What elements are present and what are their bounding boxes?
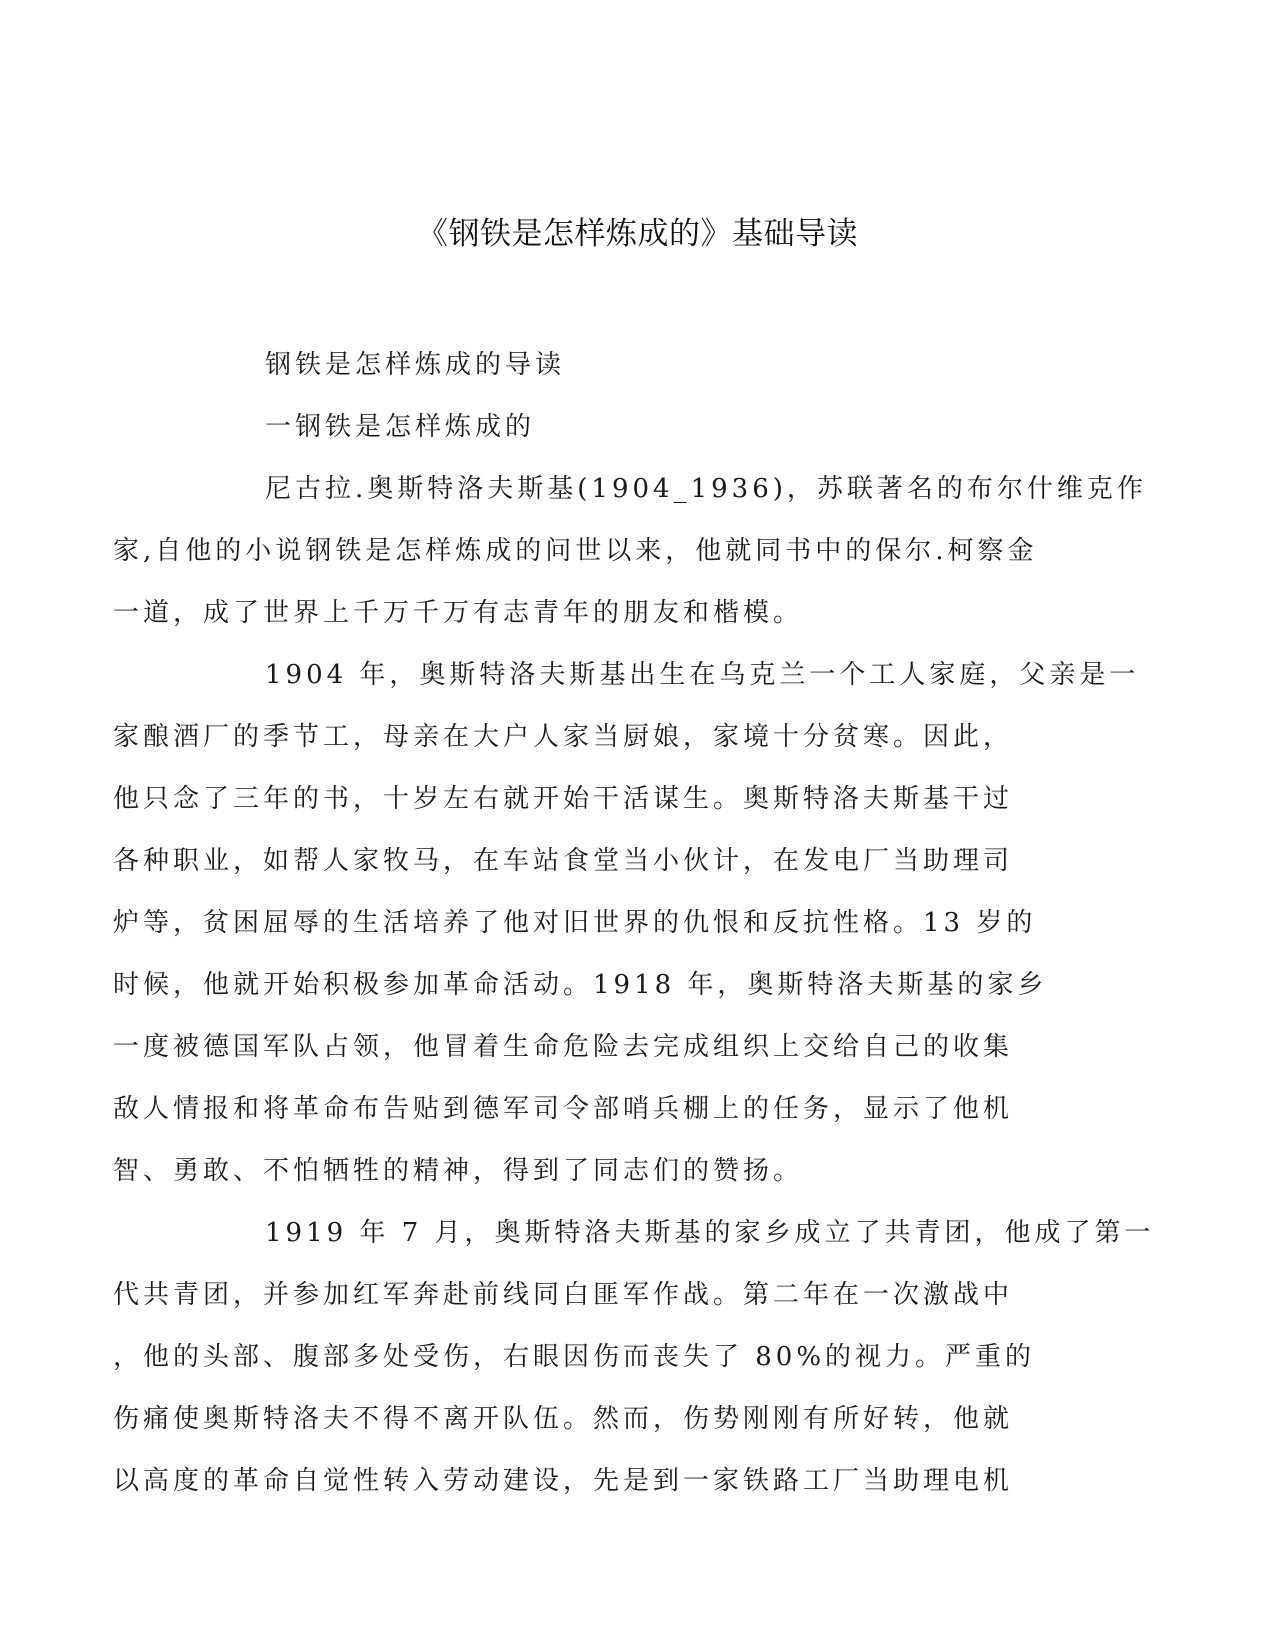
text-line: 炉等，贫困屈辱的生活培养了他对旧世界的仇恨和反抗性格。13 岁的 bbox=[113, 908, 1037, 938]
text-line: 1904 年，奥斯特洛夫斯基出生在乌克兰一个工人家庭，父亲是一 bbox=[265, 660, 1140, 690]
text-line: 一道，成了世界上千万千万有志青年的朋友和楷模。 bbox=[113, 598, 804, 628]
text-line: 以高度的革命自觉性转入劳动建设，先是到一家铁路工厂当助理电机 bbox=[113, 1466, 1014, 1496]
text-line: 家酿酒厂的季节工，母亲在大户人家当厨娘，家境十分贫寒。因此， bbox=[113, 722, 1014, 752]
text-line: 钢铁是怎样炼成的导读 bbox=[265, 350, 566, 380]
text-line: 尼古拉.奥斯特洛夫斯基(1904_1936)，苏联著名的布尔什维克作 bbox=[265, 474, 1147, 504]
text-line: 代共青团，并参加红军奔赴前线同白匪军作战。第二年在一次激战中 bbox=[113, 1280, 1014, 1310]
text-line: 敌人情报和将革命布告贴到德军司令部哨兵棚上的任务，显示了他机 bbox=[113, 1094, 1014, 1124]
paragraph-subtitle bbox=[189, 334, 1079, 396]
text-line: 1919 年 7 月，奥斯特洛夫斯基的家乡成立了共青团，他成了第一 bbox=[265, 1218, 1155, 1248]
paragraph-early-life bbox=[113, 644, 1140, 1202]
text-line: 时候，他就开始积极参加革命活动。1918 年，奥斯特洛夫斯基的家乡 bbox=[113, 970, 1048, 1000]
paragraph-heading bbox=[189, 396, 1079, 458]
text-line: 伤痛使奥斯特洛夫不得不离开队伍。然而，伤势刚刚有所好转，他就 bbox=[113, 1404, 1014, 1434]
text-line: ，他的头部、腹部多处受伤，右眼因伤而丧失了 80%的视力。严重的 bbox=[113, 1342, 1036, 1372]
text-line: 一度被德国军队占领，他冒着生命危险去完成组织上交给自己的收集 bbox=[113, 1032, 1014, 1062]
text-line: 家,自他的小说钢铁是怎样炼成的问世以来，他就同书中的保尔.柯察金 bbox=[113, 536, 1038, 566]
document-title: 《钢铁是怎样炼成的》基础导读 bbox=[417, 216, 858, 252]
paragraph-intro bbox=[113, 458, 1147, 644]
document-body bbox=[113, 334, 1155, 1512]
text-line: 他只念了三年的书，十岁左右就开始干活谋生。奥斯特洛夫斯基干过 bbox=[113, 784, 1014, 814]
text-line: 各种职业，如帮人家牧马，在车站食堂当小伙计，在发电厂当助理司 bbox=[113, 846, 1014, 876]
text-line: 一钢铁是怎样炼成的 bbox=[265, 412, 536, 442]
text-line: 智、勇敢、不怕牺牲的精神，得到了同志们的赞扬。 bbox=[113, 1156, 804, 1186]
paragraph-1919 bbox=[113, 1202, 1155, 1512]
